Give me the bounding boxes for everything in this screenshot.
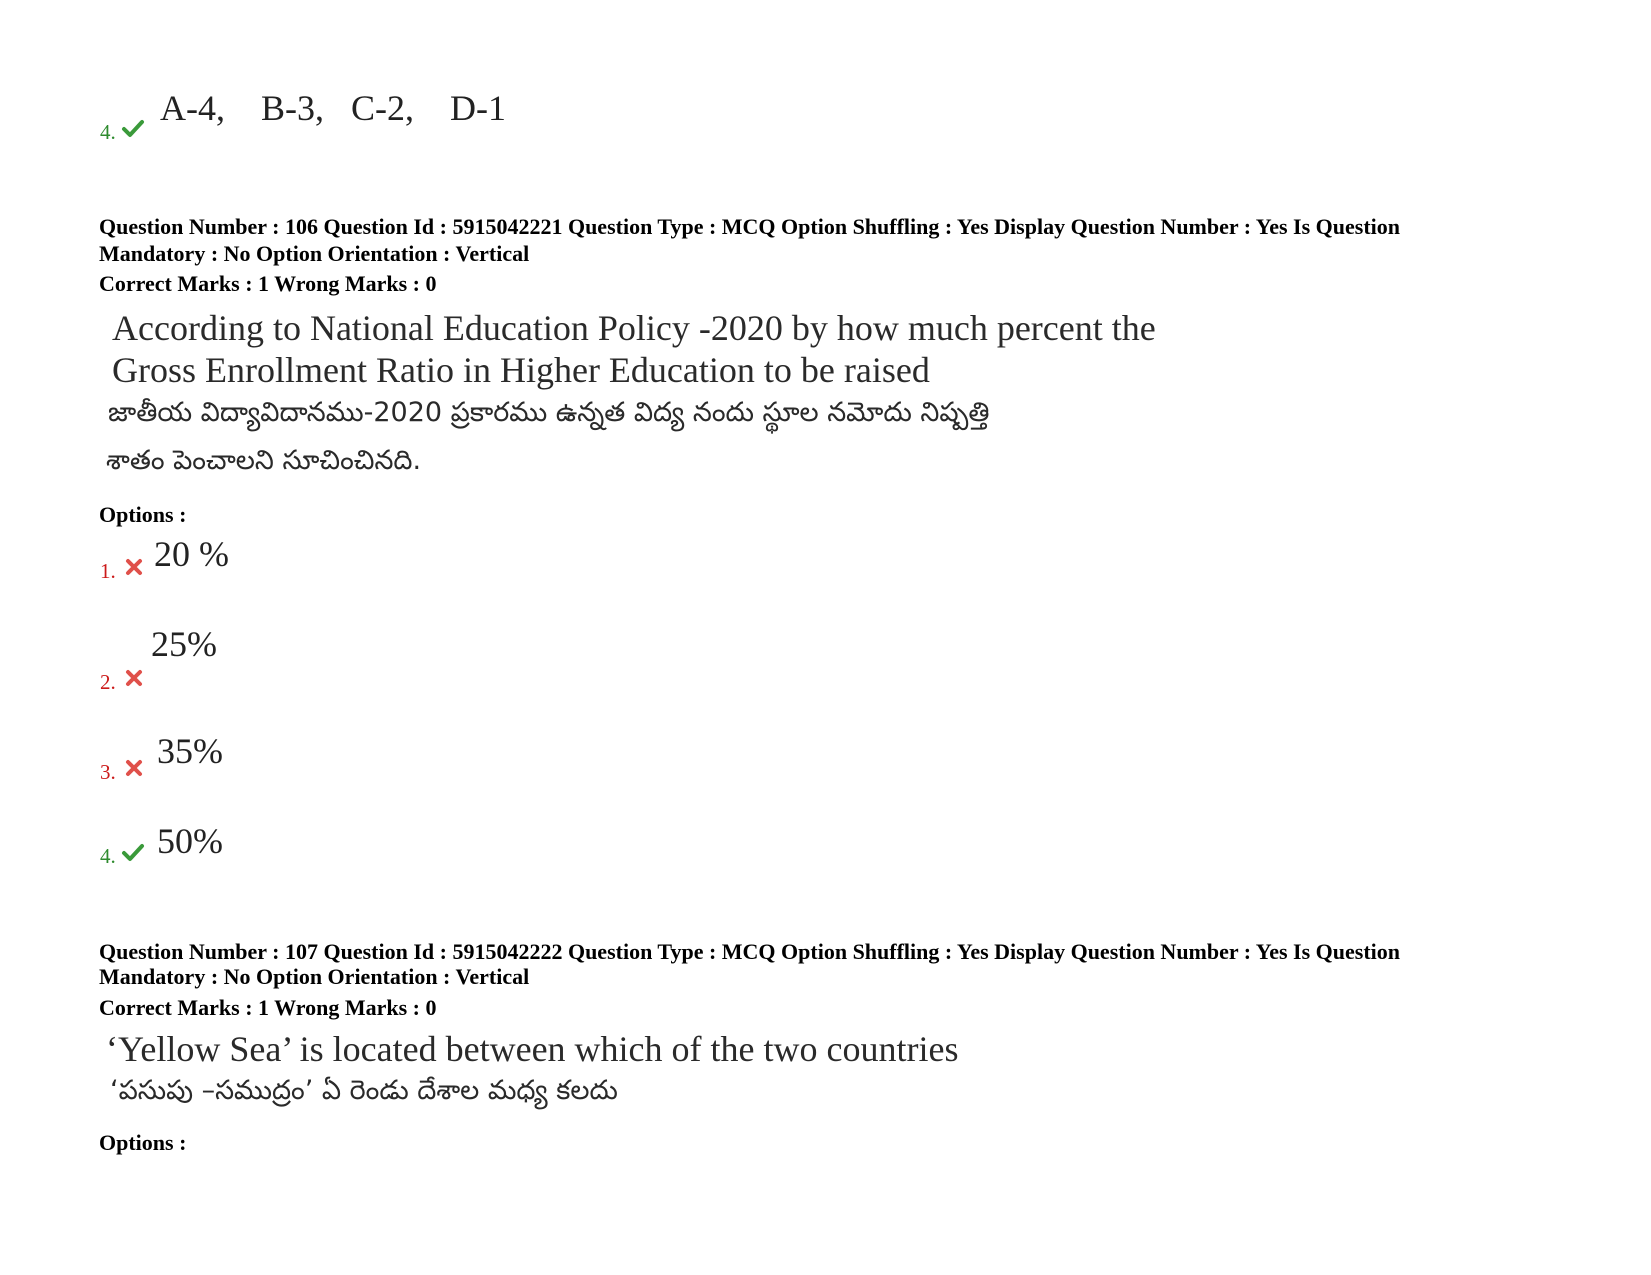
- question-meta-line1: Question Number : 106 Question Id : 5915042221 Question Type : MCQ Option Shuffling : Yes Display Question Number : Yes Is Question: [99, 214, 1400, 239]
- option-text: 50%: [157, 821, 223, 861]
- check-mark-icon: [121, 840, 145, 864]
- option-number: 1.: [100, 559, 116, 583]
- cross-mark-icon: [122, 756, 146, 780]
- question-meta-line1: Question Number : 107 Question Id : 5915042222 Question Type : MCQ Option Shuffling : Yes Display Question Number : Yes Is Question: [99, 939, 1400, 964]
- question-marks: Correct Marks : 1 Wrong Marks : 0: [99, 271, 437, 296]
- option-text: 25%: [151, 624, 217, 664]
- question-meta-line2: Mandatory : No Option Orientation : Vertical: [99, 241, 530, 266]
- question-text-telugu: ‘పసుపు –సముద్రం’ ఏ రెండు దేశాల మధ్య కలదు: [110, 1075, 618, 1106]
- question-meta-line2: Mandatory : No Option Orientation : Vertical: [99, 964, 530, 989]
- option-text: A-4, B-3, C-2, D-1: [160, 88, 506, 128]
- question-marks: Correct Marks : 1 Wrong Marks : 0: [99, 995, 437, 1020]
- option-text: 20 %: [154, 534, 229, 574]
- cross-mark-icon: [122, 555, 146, 579]
- options-label: Options :: [99, 1130, 187, 1155]
- option-number: 2.: [100, 670, 116, 694]
- option-number: 4.: [100, 844, 116, 868]
- option-number: 4.: [100, 120, 116, 144]
- check-mark-icon: [121, 116, 145, 140]
- option-number: 3.: [100, 760, 116, 784]
- question-text-telugu: శాతం పెంచాలని సూచించినది.: [106, 445, 422, 476]
- question-text-english: According to National Education Policy -2020 by how much percent the: [112, 308, 1156, 348]
- cross-mark-icon: [122, 666, 146, 690]
- option-text: 35%: [157, 731, 223, 771]
- options-label: Options :: [99, 502, 187, 527]
- question-text-english: Gross Enrollment Ratio in Higher Education to be raised: [112, 350, 930, 390]
- question-text-telugu: జాతీయ విద్యావిదానము-2020 ప్రకారము ఉన్నత విద్య నందు స్థూల నమోదు నిష్పత్తి: [108, 397, 990, 428]
- question-text-english: ‘Yellow Sea’ is located between which of the two countries: [106, 1029, 959, 1069]
